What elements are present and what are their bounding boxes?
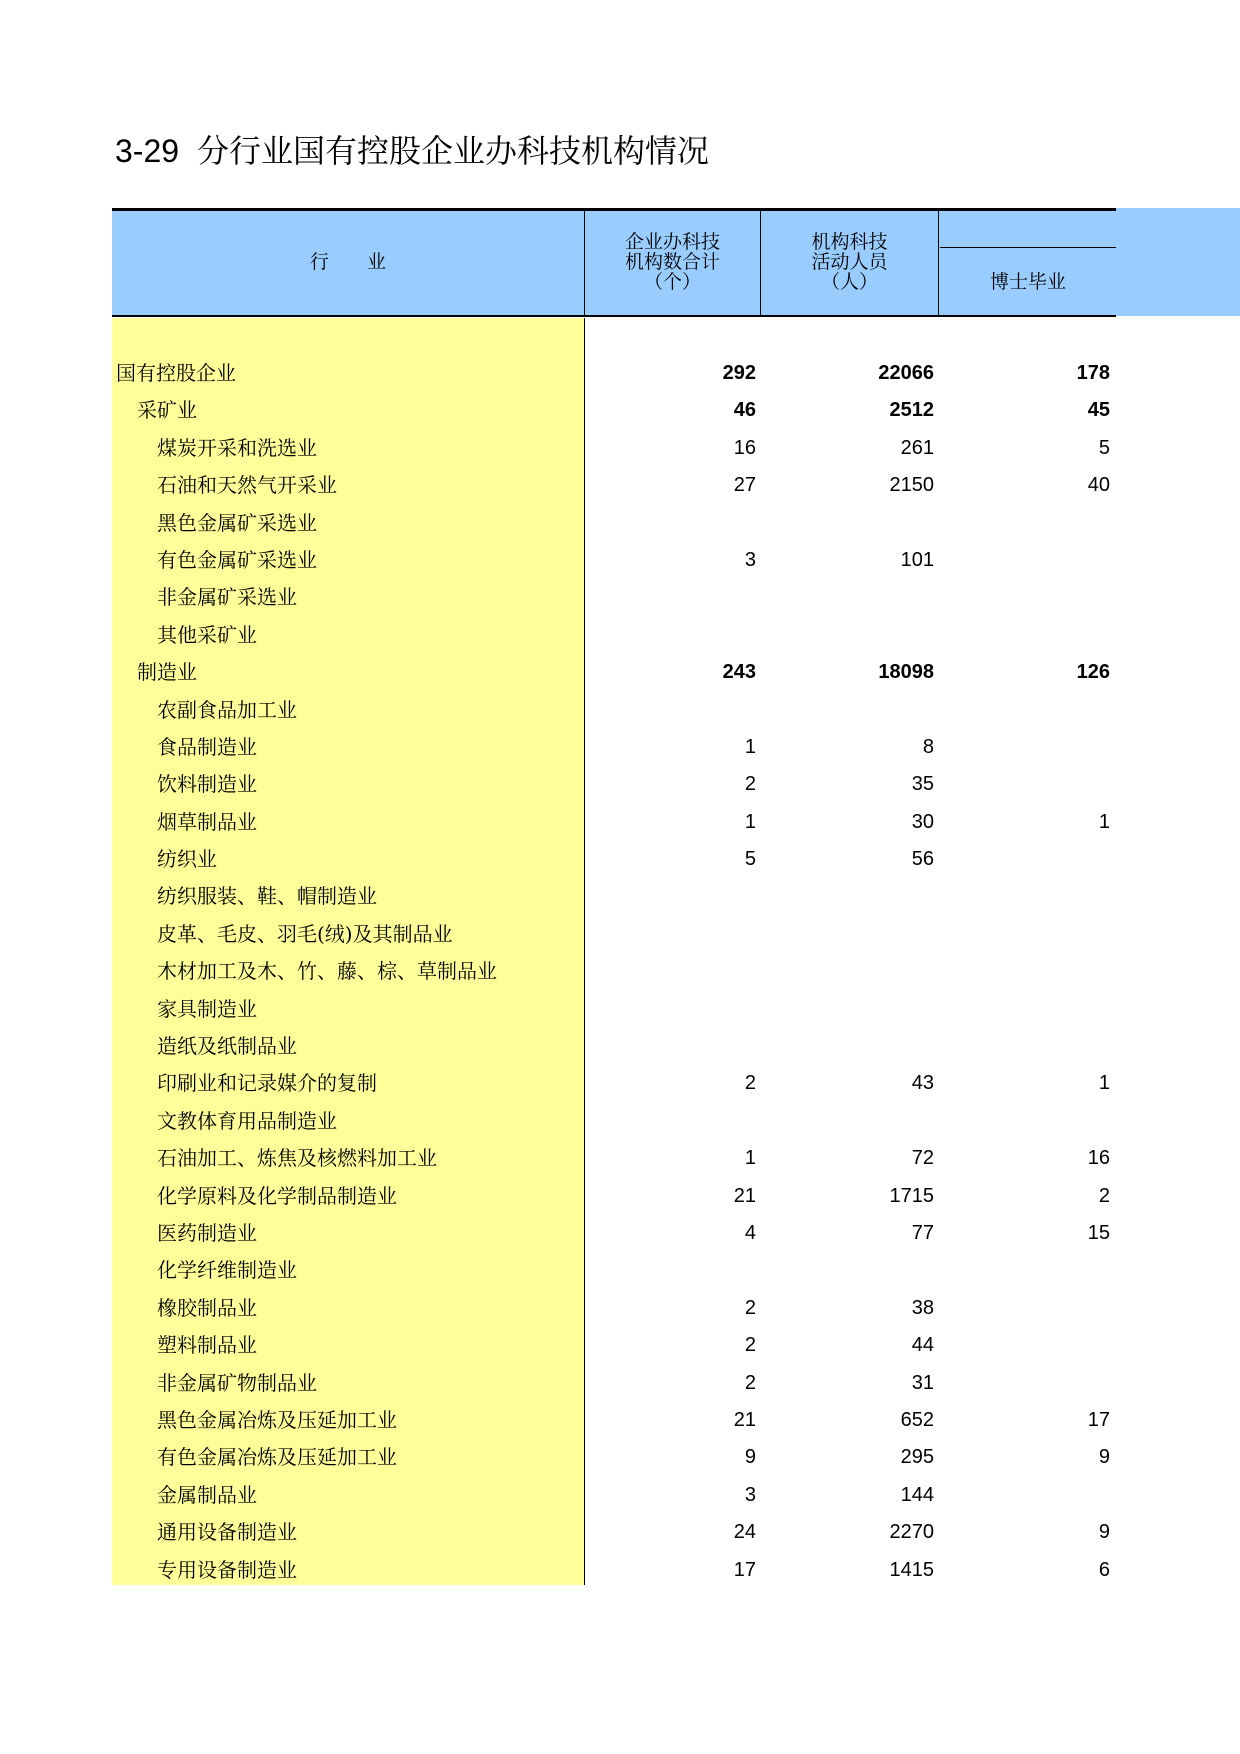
personnel-cell: 72 [911, 1147, 934, 1170]
phd-cell: 2 [1098, 1184, 1110, 1207]
institution-count-cell: 2 [744, 773, 756, 796]
table-number: 3-29 [115, 133, 180, 169]
institution-count-cell [584, 692, 756, 729]
institution-count-cell: 1 [744, 735, 756, 758]
phd-cell: 178 [1076, 362, 1110, 384]
personnel-cell: 77 [911, 1221, 934, 1244]
industry-name: 塑料制品业 [157, 1333, 257, 1358]
table-row [112, 1477, 1116, 1514]
phd-cell [934, 1477, 1110, 1514]
personnel-cell: 144 [900, 1483, 934, 1506]
industry-name: 皮革、毛皮、羽毛(绒)及其制品业 [157, 921, 453, 946]
institution-count-cell [584, 505, 756, 542]
personnel-cell: 43 [911, 1072, 934, 1095]
table-row [112, 1178, 1116, 1215]
institution-count-cell: 2 [744, 1072, 756, 1095]
industry-name: 纺织服装、鞋、帽制造业 [157, 884, 377, 909]
personnel-cell: 2512 [889, 399, 934, 422]
header-phd: 博士毕业 [989, 271, 1066, 293]
table-row [112, 1103, 1116, 1140]
phd-cell: 16 [1087, 1147, 1110, 1170]
phd-cell: 6 [1098, 1558, 1110, 1581]
industry-name: 印刷业和记录媒介的复制 [157, 1071, 377, 1096]
institution-count-cell [584, 991, 756, 1028]
personnel-cell [756, 991, 934, 1028]
institution-count-cell: 2 [744, 1334, 756, 1357]
table-row [112, 766, 1116, 803]
institution-count-cell [584, 1028, 756, 1065]
institution-count-cell [584, 953, 756, 990]
table-row [112, 1290, 1116, 1327]
phd-cell [934, 1365, 1110, 1402]
personnel-cell [756, 505, 934, 542]
phd-cell: 45 [1087, 399, 1110, 422]
personnel-cell: 30 [911, 810, 934, 833]
institution-count-cell [584, 1103, 756, 1140]
institution-count-cell: 27 [733, 474, 756, 497]
industry-name: 石油加工、炼焦及核燃料加工业 [157, 1146, 437, 1171]
personnel-cell [756, 878, 934, 915]
institution-count-cell [584, 617, 756, 654]
phd-cell: 40 [1087, 474, 1110, 497]
table-row [112, 505, 1116, 542]
personnel-cell: 22066 [878, 362, 934, 384]
personnel-cell: 44 [911, 1334, 934, 1357]
table-row [112, 617, 1116, 654]
table-row [112, 916, 1116, 953]
personnel-cell [756, 579, 934, 616]
phd-cell: 5 [1098, 436, 1110, 459]
industry-name: 采矿业 [137, 398, 197, 423]
table-row [112, 1365, 1116, 1402]
header-institution-count: 企业办科技 机构数合计 （个） [624, 231, 720, 293]
table-row [112, 542, 1116, 579]
industry-name: 煤炭开采和洗选业 [157, 435, 317, 460]
personnel-cell: 8 [922, 735, 934, 758]
personnel-cell: 1715 [889, 1184, 934, 1207]
table-row [112, 953, 1116, 990]
institution-count-cell [584, 878, 756, 915]
institution-count-cell: 24 [733, 1521, 756, 1544]
phd-cell [934, 542, 1110, 579]
table-row [112, 729, 1116, 766]
personnel-cell [756, 953, 934, 990]
industry-name: 化学纤维制造业 [157, 1258, 297, 1283]
phd-cell: 9 [1098, 1446, 1110, 1469]
institution-count-cell [584, 579, 756, 616]
institution-count-cell: 243 [722, 661, 756, 684]
industry-name: 橡胶制品业 [157, 1295, 257, 1320]
industry-name: 国有控股企业 [116, 361, 236, 385]
industry-name: 非金属矿采选业 [157, 585, 297, 610]
industry-name: 造纸及纸制品业 [157, 1034, 297, 1059]
industry-name: 纺织业 [157, 847, 217, 872]
personnel-cell: 18098 [878, 661, 934, 684]
institution-count-cell [584, 1252, 756, 1289]
industry-name: 饮料制造业 [157, 772, 257, 797]
phd-cell: 17 [1087, 1408, 1110, 1431]
header-top-rule [112, 208, 1116, 211]
table-row [112, 692, 1116, 729]
institution-count-cell: 21 [733, 1184, 756, 1207]
personnel-cell: 38 [911, 1296, 934, 1319]
phd-cell [934, 729, 1110, 766]
table-row [112, 654, 1116, 691]
phd-cell [934, 1290, 1110, 1327]
table-body [112, 355, 1116, 1589]
industry-name: 通用设备制造业 [157, 1520, 297, 1545]
phd-cell: 1 [1098, 810, 1110, 833]
header-sub-rule [940, 247, 1116, 248]
phd-cell [934, 991, 1110, 1028]
institution-count-cell: 3 [744, 1483, 756, 1506]
phd-cell: 1 [1098, 1072, 1110, 1095]
phd-cell: 15 [1087, 1221, 1110, 1244]
industry-name: 木材加工及木、竹、藤、棕、草制品业 [157, 959, 497, 984]
industry-name: 有色金属矿采选业 [157, 547, 317, 572]
institution-count-cell: 1 [744, 1147, 756, 1170]
industry-name: 文教体育用品制造业 [157, 1108, 337, 1133]
industry-name: 烟草制品业 [157, 809, 257, 834]
phd-cell: 9 [1098, 1521, 1110, 1544]
phd-cell [934, 841, 1110, 878]
phd-cell [934, 1103, 1110, 1140]
industry-name: 制造业 [137, 660, 197, 685]
table-row [112, 579, 1116, 616]
table-row [112, 430, 1116, 467]
phd-cell [934, 1252, 1110, 1289]
personnel-cell: 1415 [889, 1558, 934, 1581]
table-row [112, 1327, 1116, 1364]
institution-count-cell: 9 [744, 1446, 756, 1469]
industry-name: 食品制造业 [157, 734, 257, 759]
personnel-cell: 35 [911, 773, 934, 796]
table-row [112, 1514, 1116, 1551]
table-row [112, 1402, 1116, 1439]
table-row [112, 1140, 1116, 1177]
table-row [112, 1028, 1116, 1065]
table-row [112, 1252, 1116, 1289]
header-bottom-rule [112, 315, 1116, 317]
table-row [112, 804, 1116, 841]
phd-cell [934, 953, 1110, 990]
institution-count-cell: 292 [722, 362, 756, 384]
personnel-cell: 31 [911, 1371, 934, 1394]
industry-name: 黑色金属冶炼及压延加工业 [157, 1407, 397, 1432]
table-row [112, 1065, 1116, 1102]
industry-name: 非金属矿物制品业 [157, 1370, 317, 1395]
personnel-cell [756, 1103, 934, 1140]
institution-count-cell: 17 [733, 1558, 756, 1581]
institution-count-cell [584, 916, 756, 953]
table-row [112, 392, 1116, 429]
institution-count-cell: 3 [744, 548, 756, 571]
table-row [112, 467, 1116, 504]
phd-cell [934, 878, 1110, 915]
institution-count-cell: 1 [744, 810, 756, 833]
industry-name: 石油和天然气开采业 [157, 473, 337, 498]
industry-name: 其他采矿业 [157, 622, 257, 647]
phd-cell [934, 617, 1110, 654]
personnel-cell: 261 [900, 436, 934, 459]
institution-count-cell: 16 [733, 436, 756, 459]
personnel-cell: 2270 [889, 1521, 934, 1544]
institution-count-cell: 5 [744, 848, 756, 871]
phd-cell: 126 [1076, 661, 1110, 684]
header-personnel: 机构科技 活动人员 （人） [811, 231, 888, 293]
personnel-cell [756, 1028, 934, 1065]
table-title-text: 分行业国有控股企业办科技机构情况 [197, 132, 710, 170]
personnel-cell: 2150 [889, 474, 934, 497]
phd-cell [934, 1028, 1110, 1065]
personnel-cell [756, 916, 934, 953]
personnel-cell: 295 [900, 1446, 934, 1469]
institution-count-cell: 21 [733, 1408, 756, 1431]
table-row [112, 841, 1116, 878]
industry-name: 家具制造业 [157, 996, 257, 1021]
page-title [115, 126, 709, 172]
industry-name: 金属制品业 [157, 1482, 257, 1507]
industry-name: 黑色金属矿采选业 [157, 510, 317, 535]
industry-name: 农副食品加工业 [157, 697, 297, 722]
phd-cell [934, 1327, 1110, 1364]
institution-count-cell: 46 [733, 399, 756, 422]
industry-name: 专用设备制造业 [157, 1557, 297, 1582]
industry-name: 医药制造业 [157, 1220, 257, 1245]
personnel-cell: 101 [900, 548, 934, 571]
personnel-cell [756, 1252, 934, 1289]
personnel-cell: 56 [911, 848, 934, 871]
table-row [112, 1215, 1116, 1252]
industry-name: 有色金属冶炼及压延加工业 [157, 1445, 397, 1470]
table-row [112, 1552, 1116, 1589]
phd-cell [934, 692, 1110, 729]
table-row [112, 991, 1116, 1028]
phd-cell [934, 766, 1110, 803]
table-row [112, 878, 1116, 915]
phd-cell [934, 916, 1110, 953]
table-row [112, 355, 1116, 392]
personnel-cell [756, 692, 934, 729]
table-row [112, 1439, 1116, 1476]
industry-name: 化学原料及化学制品制造业 [157, 1183, 397, 1208]
institution-count-cell: 4 [744, 1221, 756, 1244]
phd-cell [934, 579, 1110, 616]
institution-count-cell: 2 [744, 1371, 756, 1394]
personnel-cell: 652 [900, 1408, 934, 1431]
header-industry: 行 业 [309, 251, 386, 273]
institution-count-cell: 2 [744, 1296, 756, 1319]
phd-cell [934, 505, 1110, 542]
personnel-cell [756, 617, 934, 654]
header-divider [938, 209, 939, 316]
